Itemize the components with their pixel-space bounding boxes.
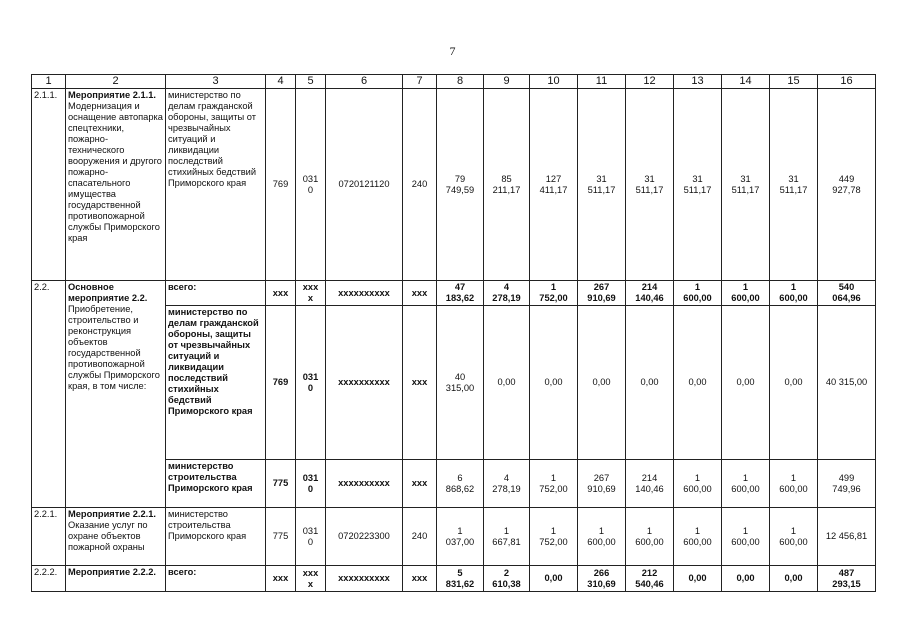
cell-value: 1 752,00 <box>530 460 578 508</box>
cell-value: 1 752,00 <box>530 508 578 566</box>
row-code: 2.2. <box>32 281 66 508</box>
activity-title: Мероприятие 2.2.2. <box>68 567 156 577</box>
header-cell: 16 <box>818 75 876 89</box>
cell-value: 0,00 <box>770 306 818 460</box>
cell-value: 0,00 <box>674 306 722 460</box>
cell-total: 449 927,78 <box>818 89 876 281</box>
row-code: 2.1.1. <box>32 89 66 281</box>
cell-value: 31 511,17 <box>770 89 818 281</box>
header-cell: 2 <box>66 75 166 89</box>
header-cell: 8 <box>437 75 484 89</box>
cell-value: 266 310,69 <box>578 566 626 592</box>
cell-value: 1 037,00 <box>437 508 484 566</box>
cell-value: 0,00 <box>578 306 626 460</box>
activity-title: Мероприятие 2.1.1. <box>68 90 156 100</box>
cell-csr: хххххххххх <box>326 306 403 460</box>
cell-grbs: ххх <box>266 566 296 592</box>
cell-total: 40 315,00 <box>818 306 876 460</box>
header-row <box>32 75 876 89</box>
cell-value: 0,00 <box>530 566 578 592</box>
activity-cell <box>66 89 166 281</box>
activity-description: Оказание услуг по охране объектов пожарной охраны <box>68 520 148 552</box>
cell-grbs: ххх <box>266 281 296 306</box>
cell-value: 79 749,59 <box>437 89 484 281</box>
cell-value: 1 667,81 <box>484 508 530 566</box>
executor-cell: министерство по делам гражданской обороны, защиты от чрезвычайных ситуаций и ликвидации последствий стихийных бедствий Приморского края <box>166 306 266 460</box>
executor-cell: всего: <box>166 281 266 306</box>
cell-value: 0,00 <box>722 306 770 460</box>
activity-description: Модернизация и оснащение автопарка спецтехники, пожарно-технического вооружения и другого пожарно-спасательного имущества государственной противопожарной службы Приморского края <box>68 101 163 243</box>
header-cell: 10 <box>530 75 578 89</box>
header-cell: 7 <box>403 75 437 89</box>
cell-value: 214 140,46 <box>626 281 674 306</box>
cell-rzpr: ххх х <box>296 281 326 306</box>
executor-cell: всего: <box>166 566 266 592</box>
cell-grbs: 769 <box>266 306 296 460</box>
cell-vr: 240 <box>403 89 437 281</box>
cell-rzpr: 031 0 <box>296 89 326 281</box>
header-cell: 14 <box>722 75 770 89</box>
cell-csr: 0720223300 <box>326 508 403 566</box>
activity-cell <box>66 566 166 592</box>
header-cell: 12 <box>626 75 674 89</box>
cell-rzpr: ххх х <box>296 566 326 592</box>
cell-value: 127 411,17 <box>530 89 578 281</box>
header-cell: 5 <box>296 75 326 89</box>
activity-description: Приобретение, строительство и реконструкция объектов государственной противопожарной службы Приморского края, в том числе: <box>68 304 160 391</box>
cell-value: 1 600,00 <box>722 460 770 508</box>
executor-cell: министерство строительства Приморского края <box>166 460 266 508</box>
cell-vr: ххх <box>403 306 437 460</box>
cell-value: 85 211,17 <box>484 89 530 281</box>
cell-value: 1 600,00 <box>770 508 818 566</box>
cell-value: 4 278,19 <box>484 460 530 508</box>
budget-table <box>31 74 876 592</box>
cell-value: 31 511,17 <box>626 89 674 281</box>
cell-value: 31 511,17 <box>578 89 626 281</box>
cell-value: 1 600,00 <box>626 508 674 566</box>
header-cell: 11 <box>578 75 626 89</box>
cell-vr: ххх <box>403 460 437 508</box>
cell-value: 1 600,00 <box>674 508 722 566</box>
table-row <box>32 89 876 281</box>
cell-csr: хххххххххх <box>326 460 403 508</box>
row-code: 2.2.2. <box>32 566 66 592</box>
cell-total: 540 064,96 <box>818 281 876 306</box>
header-cell: 9 <box>484 75 530 89</box>
cell-value: 6 868,62 <box>437 460 484 508</box>
table-row <box>32 566 876 592</box>
cell-grbs: 769 <box>266 89 296 281</box>
cell-value: 0,00 <box>770 566 818 592</box>
cell-value: 1 600,00 <box>674 460 722 508</box>
activity-cell <box>66 281 166 508</box>
cell-value: 0,00 <box>674 566 722 592</box>
activity-cell <box>66 508 166 566</box>
cell-csr: 0720121120 <box>326 89 403 281</box>
table-row <box>32 281 876 306</box>
cell-value: 47 183,62 <box>437 281 484 306</box>
row-code: 2.2.1. <box>32 508 66 566</box>
cell-rzpr: 031 0 <box>296 460 326 508</box>
cell-value: 1 600,00 <box>770 460 818 508</box>
cell-grbs: 775 <box>266 508 296 566</box>
cell-csr: хххххххххх <box>326 281 403 306</box>
cell-rzpr: 031 0 <box>296 508 326 566</box>
cell-value: 0,00 <box>484 306 530 460</box>
cell-total: 487 293,15 <box>818 566 876 592</box>
activity-title: Мероприятие 2.2.1. <box>68 509 156 519</box>
executor-cell: министерство по делам гражданской обороны, защиты от чрезвычайных ситуаций и ликвидации последствий стихийных бедствий Приморского края <box>166 89 266 281</box>
cell-value: 1 600,00 <box>722 508 770 566</box>
cell-grbs: 775 <box>266 460 296 508</box>
cell-value: 2 610,38 <box>484 566 530 592</box>
activity-title: Основное мероприятие 2.2. <box>68 282 148 303</box>
cell-value: 40 315,00 <box>437 306 484 460</box>
cell-value: 31 511,17 <box>674 89 722 281</box>
cell-value: 0,00 <box>722 566 770 592</box>
cell-value: 214 140,46 <box>626 460 674 508</box>
cell-value: 212 540,46 <box>626 566 674 592</box>
header-cell: 4 <box>266 75 296 89</box>
cell-total: 499 749,96 <box>818 460 876 508</box>
cell-value: 1 600,00 <box>578 508 626 566</box>
header-cell: 6 <box>326 75 403 89</box>
cell-value: 1 600,00 <box>722 281 770 306</box>
cell-vr: ххх <box>403 281 437 306</box>
cell-value: 5 831,62 <box>437 566 484 592</box>
header-cell: 15 <box>770 75 818 89</box>
table-row <box>32 508 876 566</box>
cell-vr: 240 <box>403 508 437 566</box>
cell-total: 12 456,81 <box>818 508 876 566</box>
header-cell: 1 <box>32 75 66 89</box>
header-cell: 3 <box>166 75 266 89</box>
cell-value: 31 511,17 <box>722 89 770 281</box>
cell-value: 1 752,00 <box>530 281 578 306</box>
cell-value: 4 278,19 <box>484 281 530 306</box>
cell-value: 267 910,69 <box>578 281 626 306</box>
cell-rzpr: 031 0 <box>296 306 326 460</box>
cell-value: 1 600,00 <box>770 281 818 306</box>
cell-value: 0,00 <box>626 306 674 460</box>
cell-value: 0,00 <box>530 306 578 460</box>
page-number: 7 <box>449 44 456 58</box>
executor-cell: министерство строительства Приморского края <box>166 508 266 566</box>
cell-value: 267 910,69 <box>578 460 626 508</box>
cell-csr: хххххххххх <box>326 566 403 592</box>
cell-value: 1 600,00 <box>674 281 722 306</box>
header-cell: 13 <box>674 75 722 89</box>
cell-vr: ххх <box>403 566 437 592</box>
